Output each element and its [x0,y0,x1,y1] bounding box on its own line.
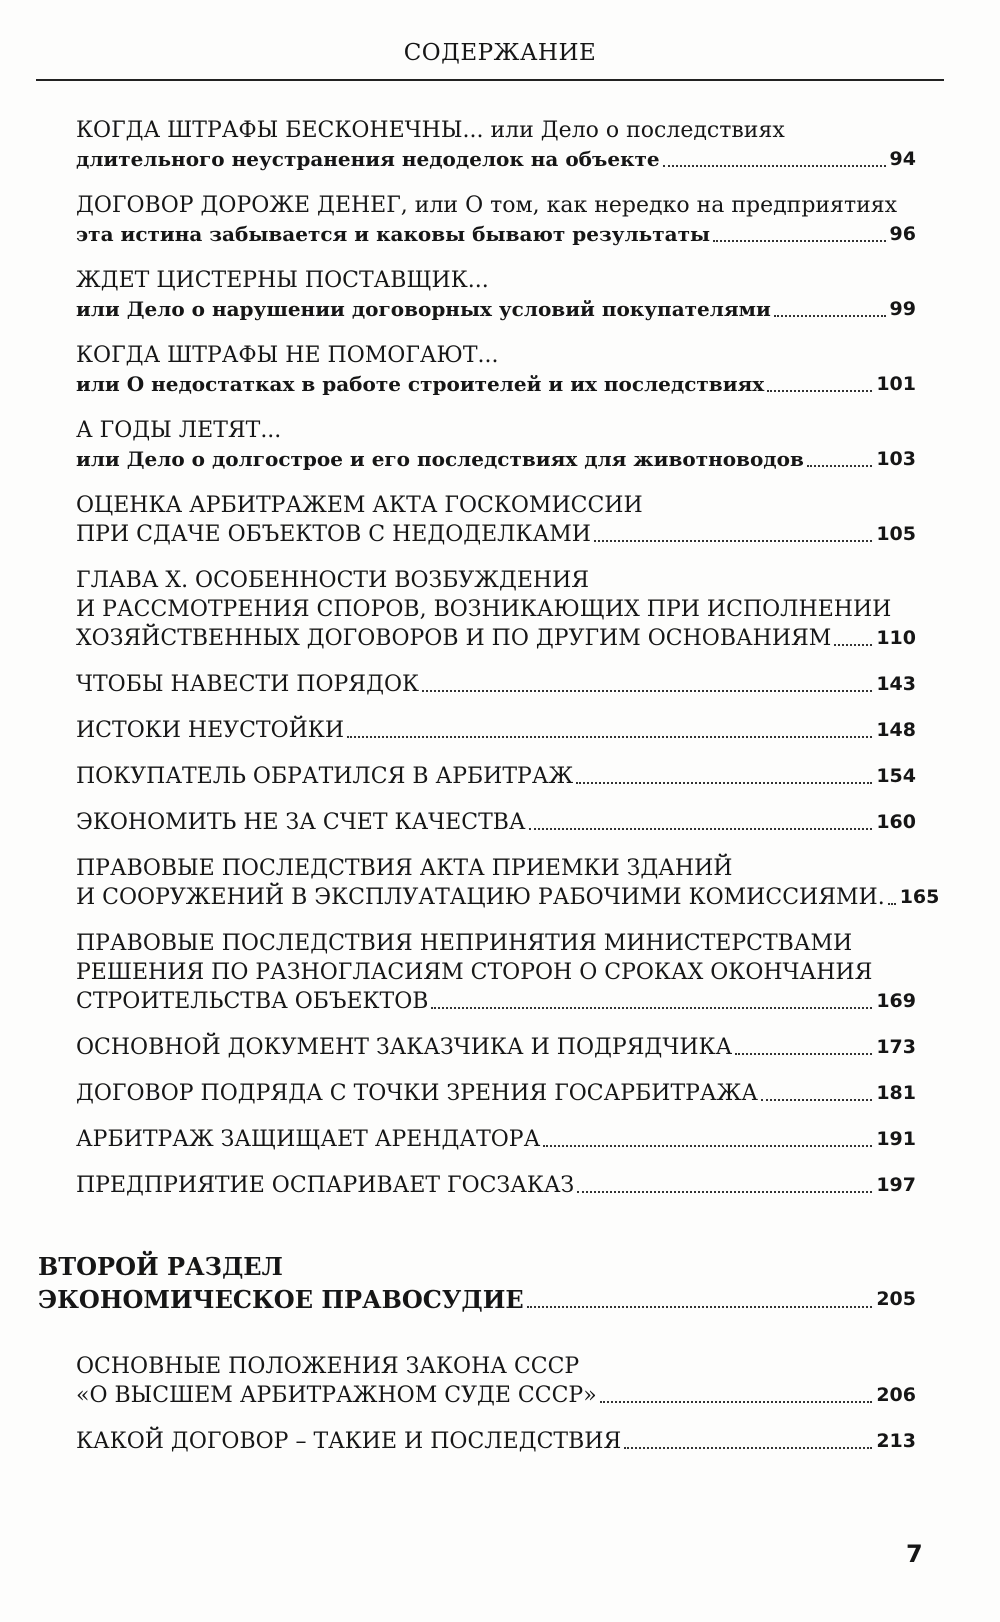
toc-entry-last-line [76,883,940,912]
toc-entry-line: ОСНОВНЫЕ ПОЛОЖЕНИЯ ЗАКОНА СССР [76,1354,580,1379]
toc-entry[interactable] [76,808,916,837]
dot-leader [807,465,872,467]
dot-leader [600,1401,873,1403]
toc-entry[interactable] [76,854,940,912]
toc-entry[interactable] [76,191,916,249]
dot-leader [767,390,872,392]
dot-leader [774,315,886,317]
page-number: 205 [876,1288,916,1310]
toc-entry-last-line [76,220,916,249]
page-number: 103 [876,448,916,470]
page-number: 99 [889,298,916,320]
toc-list [76,116,940,1217]
dot-leader [888,903,896,905]
toc-entry-last-line [76,1079,916,1108]
page-number: 148 [876,719,916,741]
dot-leader [594,540,872,542]
toc-entry-title: ПРЕДПРИЯТИЕ ОСПАРИВАЕТ ГОСЗАКАЗ [76,1173,575,1198]
toc-entry-title: ИСТОКИ НЕУСТОЙКИ [76,718,345,743]
toc-entry[interactable] [76,116,916,174]
toc-entry[interactable] [76,266,916,324]
toc-entry[interactable] [76,670,916,699]
toc-entry-line: А ГОДЫ ЛЕТЯТ... [76,418,282,443]
page-number: 181 [876,1082,916,1104]
page-number: 165 [899,886,940,908]
toc-entry-title: эта истина забывается и каковы бывают результаты [76,222,711,246]
toc-entry-line: ПРАВОВЫЕ ПОСЛЕДСТВИЯ АКТА ПРИЕМКИ ЗДАНИЙ [76,856,733,881]
dot-leader [347,736,872,738]
toc-entry-title: или Дело о нарушении договорных условий покупателями [76,297,771,321]
toc-entry-last-line [76,445,916,474]
toc-entry-line: ГЛАВА X. ОСОБЕННОСТИ ВОЗБУЖДЕНИЯ [76,568,590,593]
section-heading [38,1250,916,1316]
dot-leader [576,782,872,784]
page-number: 105 [876,523,916,545]
section-subtitle: ЭКОНОМИЧЕСКОЕ ПРАВОСУДИЕ [38,1285,524,1314]
toc-entry-title: И СООРУЖЕНИЙ В ЭКСПЛУАТАЦИЮ РАБОЧИМИ КОМИССИЯМИ. [76,885,885,910]
dot-leader [529,828,873,830]
toc-entry[interactable] [76,566,916,653]
toc-entry[interactable] [76,1352,916,1410]
toc-entry-title: длительного неустранения недоделок на объекте [76,147,660,171]
toc-entry[interactable] [76,341,916,399]
toc-entry-last-line [76,1171,916,1200]
header-rule [36,79,944,81]
dot-leader [663,165,886,167]
toc-entry-last-line [76,1125,916,1154]
toc-entry-title: ХОЗЯЙСТВЕННЫХ ДОГОВОРОВ И ПО ДРУГИМ ОСНОВАНИЯМ [76,626,832,651]
toc-entry-last-line [76,1381,916,1410]
toc-entry[interactable] [76,1427,916,1456]
toc-list-2 [76,1352,916,1473]
toc-entry-last-line [76,370,916,399]
toc-entry-title: ЧТОБЫ НАВЕСТИ ПОРЯДОК [76,672,420,697]
running-head: СОДЕРЖАНИЕ [403,40,597,66]
page-number: 96 [889,223,916,245]
toc-entry[interactable] [76,1171,916,1200]
toc-entry-title: или О недостатках в работе строителей и их последствиях [76,372,765,396]
toc-entry-last-line [76,624,916,653]
page-number: 110 [876,627,916,649]
toc-entry-title: ЭКОНОМИТЬ НЕ ЗА СЧЕТ КАЧЕСТВА [76,810,526,835]
page-number: 213 [876,1430,916,1452]
toc-entry[interactable] [76,762,916,791]
toc-entry-title: АРБИТРАЖ ЗАЩИЩАЕТ АРЕНДАТОРА [76,1127,541,1152]
dot-leader [735,1053,872,1055]
toc-entry-last-line [76,670,916,699]
page-number: 94 [889,148,916,170]
page-number: 173 [876,1036,916,1058]
toc-entry-title: или Дело о долгострое и его последствиях для животноводов [76,447,804,471]
toc-entry-line: КОГДА ШТРАФЫ НЕ ПОМОГАЮТ... [76,343,499,368]
dot-leader [431,1007,872,1009]
toc-entry[interactable] [76,1079,916,1108]
dot-leader [624,1447,872,1449]
toc-entry-line: КОГДА ШТРАФЫ БЕСКОНЕЧНЫ... или Дело о последствиях [76,118,785,143]
toc-entry-line: ЖДЕТ ЦИСТЕРНЫ ПОСТАВЩИК... [76,268,489,293]
page-number: 101 [876,373,916,395]
dot-leader [761,1099,872,1101]
toc-entry-line: РЕШЕНИЯ ПО РАЗНОГЛАСИЯМ СТОРОН О СРОКАХ ОКОНЧАНИЯ [76,960,873,985]
toc-entry-title: ДОГОВОР ПОДРЯДА С ТОЧКИ ЗРЕНИЯ ГОСАРБИТРАЖА [76,1081,758,1106]
page-number: 160 [876,811,916,833]
toc-entry-last-line [76,808,916,837]
toc-entry-line: ОЦЕНКА АРБИТРАЖЕМ АКТА ГОСКОМИССИИ [76,493,643,518]
toc-entry-line: И РАССМОТРЕНИЯ СПОРОВ, ВОЗНИКАЮЩИХ ПРИ ИСПОЛНЕНИИ [76,597,892,622]
page-number: 197 [876,1174,916,1196]
toc-entry-last-line [76,145,916,174]
toc-entry-last-line [76,762,916,791]
toc-entry[interactable] [76,416,916,474]
toc-entry-title: ОСНОВНОЙ ДОКУМЕНТ ЗАКАЗЧИКА И ПОДРЯДЧИКА [76,1035,733,1060]
page-number: 169 [876,990,916,1012]
toc-entry-title: СТРОИТЕЛЬСТВА ОБЪЕКТОВ [76,989,429,1014]
toc-entry[interactable] [76,716,916,745]
section-title: ВТОРОЙ РАЗДЕЛ [38,1252,283,1281]
dot-leader [527,1306,873,1308]
dot-leader [577,1191,872,1193]
toc-entry-last-line [76,520,916,549]
toc-entry-last-line [76,987,916,1016]
toc-entry-line: ДОГОВОР ДОРОЖЕ ДЕНЕГ, или О том, как нередко на предприятиях [76,193,898,218]
page-number: 143 [876,673,916,695]
toc-entry[interactable] [76,1125,916,1154]
toc-entry[interactable] [76,929,916,1016]
page-number: 154 [876,765,916,787]
toc-entry-title: ПРИ СДАЧЕ ОБЪЕКТОВ С НЕДОДЕЛКАМИ [76,522,591,547]
toc-entry[interactable] [76,491,916,549]
toc-entry-last-line [76,716,916,745]
dot-leader [834,644,872,646]
dot-leader [422,690,872,692]
toc-entry-title: «О ВЫСШЕМ АРБИТРАЖНОМ СУДЕ СССР» [76,1383,597,1408]
page-number: 206 [876,1384,916,1406]
section-entry[interactable] [38,1283,916,1316]
toc-entry[interactable] [76,1033,916,1062]
toc-entry-title: КАКОЙ ДОГОВОР – ТАКИЕ И ПОСЛЕДСТВИЯ [76,1429,622,1454]
dot-leader [543,1145,872,1147]
page-folio: 7 [906,1540,923,1568]
toc-entry-last-line [76,1427,916,1456]
toc-entry-line: ПРАВОВЫЕ ПОСЛЕДСТВИЯ НЕПРИНЯТИЯ МИНИСТЕРСТВАМИ [76,931,853,956]
page-number: 191 [876,1128,916,1150]
toc-entry-title: ПОКУПАТЕЛЬ ОБРАТИЛСЯ В АРБИТРАЖ [76,764,574,789]
dot-leader [713,240,886,242]
toc-entry-last-line [76,295,916,324]
toc-entry-last-line [76,1033,916,1062]
